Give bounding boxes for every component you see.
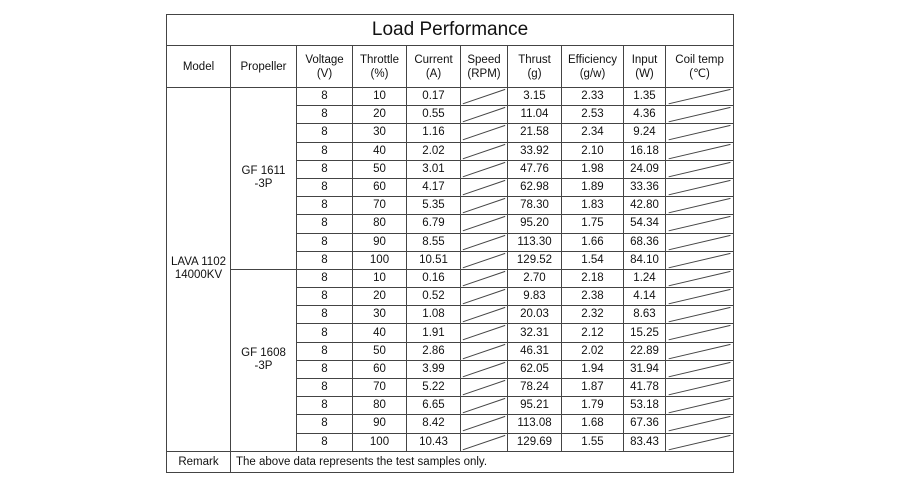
current-cell: 10.51 (407, 251, 461, 269)
input-cell: 9.24 (624, 124, 666, 142)
input-cell: 33.36 (624, 178, 666, 196)
voltage-cell: 8 (297, 215, 353, 233)
thrust-cell: 11.04 (508, 106, 562, 124)
column-header (666, 46, 734, 88)
not-measured-slash (461, 397, 507, 414)
table-body (167, 88, 734, 452)
not-measured-slash (666, 215, 733, 232)
current-cell: 0.17 (407, 88, 461, 106)
not-measured-slash (461, 270, 507, 287)
not-measured-slash (666, 88, 733, 105)
not-measured-slash (666, 106, 733, 123)
line-text: Model (182, 60, 215, 73)
column-header (231, 46, 297, 88)
input-cell: 84.10 (624, 251, 666, 269)
thrust-cell: 21.58 (508, 124, 562, 142)
thrust-cell: 32.31 (508, 324, 562, 342)
line-text: GF 1608 (241, 347, 286, 360)
not-measured-slash (461, 343, 507, 360)
header-row (167, 46, 734, 88)
thrust-cell: 113.30 (508, 233, 562, 251)
line-text: Current (414, 53, 453, 66)
throttle-cell: 20 (353, 288, 407, 306)
not-measured-slash (461, 215, 507, 232)
not-measured-cell (461, 397, 508, 415)
efficiency-cell: 1.55 (562, 433, 624, 451)
column-header (297, 46, 353, 88)
thrust-cell: 95.20 (508, 215, 562, 233)
thrust-cell: 78.30 (508, 197, 562, 215)
thrust-cell: 129.52 (508, 251, 562, 269)
not-measured-cell (461, 233, 508, 251)
throttle-cell: 80 (353, 397, 407, 415)
not-measured-slash (666, 415, 733, 432)
line-text: 14000KV (174, 269, 223, 282)
thrust-cell: 2.70 (508, 269, 562, 287)
thrust-cell: 33.92 (508, 142, 562, 160)
voltage-cell: 8 (297, 360, 353, 378)
line-text: (g) (527, 67, 542, 80)
not-measured-slash (666, 197, 733, 214)
column-header (508, 46, 562, 88)
efficiency-cell: 1.98 (562, 160, 624, 178)
not-measured-cell (666, 288, 734, 306)
current-cell: 4.17 (407, 178, 461, 196)
not-measured-slash (666, 324, 733, 341)
not-measured-cell (666, 233, 734, 251)
throttle-cell: 90 (353, 233, 407, 251)
current-cell: 6.65 (407, 397, 461, 415)
input-cell: 1.35 (624, 88, 666, 106)
column-header (167, 46, 231, 88)
remark-row (167, 451, 734, 472)
thrust-cell: 113.08 (508, 415, 562, 433)
line-text: (V) (316, 67, 333, 80)
throttle-cell: 60 (353, 178, 407, 196)
not-measured-slash (666, 288, 733, 305)
voltage-cell: 8 (297, 324, 353, 342)
propeller-cell (231, 88, 297, 270)
not-measured-cell (461, 379, 508, 397)
voltage-cell: 8 (297, 306, 353, 324)
current-cell: 1.08 (407, 306, 461, 324)
table-title: Load Performance (167, 15, 734, 46)
not-measured-cell (666, 197, 734, 215)
not-measured-slash (666, 306, 733, 323)
not-measured-slash (666, 161, 733, 178)
current-cell: 0.16 (407, 269, 461, 287)
throttle-cell: 40 (353, 324, 407, 342)
throttle-cell: 70 (353, 197, 407, 215)
throttle-cell: 30 (353, 124, 407, 142)
not-measured-slash (461, 324, 507, 341)
current-cell: 0.52 (407, 288, 461, 306)
throttle-cell: 20 (353, 106, 407, 124)
not-measured-slash (461, 306, 507, 323)
remark-text: The above data represents the test samples only. (231, 451, 734, 472)
line-text: -3P (254, 360, 273, 373)
input-cell: 83.43 (624, 433, 666, 451)
input-cell: 1.24 (624, 269, 666, 287)
input-cell: 22.89 (624, 342, 666, 360)
not-measured-slash (666, 361, 733, 378)
voltage-cell: 8 (297, 88, 353, 106)
throttle-cell: 70 (353, 379, 407, 397)
not-measured-slash (461, 88, 507, 105)
current-cell: 3.01 (407, 160, 461, 178)
not-measured-cell (461, 124, 508, 142)
efficiency-cell: 1.89 (562, 178, 624, 196)
efficiency-cell: 2.38 (562, 288, 624, 306)
line-text: Propeller (240, 60, 287, 73)
voltage-cell: 8 (297, 251, 353, 269)
throttle-cell: 10 (353, 269, 407, 287)
line-text: Efficiency (567, 53, 617, 66)
line-text: Throttle (360, 53, 399, 66)
not-measured-slash (666, 179, 733, 196)
not-measured-slash (461, 288, 507, 305)
input-cell: 67.36 (624, 415, 666, 433)
voltage-cell: 8 (297, 197, 353, 215)
line-text: Speed (467, 53, 501, 66)
efficiency-cell: 1.83 (562, 197, 624, 215)
voltage-cell: 8 (297, 288, 353, 306)
not-measured-cell (461, 269, 508, 287)
not-measured-cell (461, 342, 508, 360)
not-measured-cell (666, 142, 734, 160)
not-measured-cell (461, 433, 508, 451)
not-measured-slash (666, 434, 733, 451)
voltage-cell: 8 (297, 160, 353, 178)
not-measured-slash (461, 179, 507, 196)
not-measured-cell (461, 160, 508, 178)
not-measured-cell (666, 415, 734, 433)
table-row (167, 88, 734, 106)
throttle-cell: 50 (353, 160, 407, 178)
input-cell: 24.09 (624, 160, 666, 178)
not-measured-cell (461, 415, 508, 433)
not-measured-slash (461, 197, 507, 214)
current-cell: 3.99 (407, 360, 461, 378)
input-cell: 68.36 (624, 233, 666, 251)
column-header (562, 46, 624, 88)
throttle-cell: 60 (353, 360, 407, 378)
current-cell: 8.55 (407, 233, 461, 251)
current-cell: 10.43 (407, 433, 461, 451)
throttle-cell: 10 (353, 88, 407, 106)
not-measured-cell (461, 306, 508, 324)
thrust-cell: 78.24 (508, 379, 562, 397)
not-measured-slash (666, 252, 733, 269)
not-measured-cell (666, 269, 734, 287)
voltage-cell: 8 (297, 379, 353, 397)
not-measured-cell (666, 433, 734, 451)
voltage-cell: 8 (297, 142, 353, 160)
current-cell: 1.91 (407, 324, 461, 342)
not-measured-slash (461, 234, 507, 251)
throttle-cell: 90 (353, 415, 407, 433)
not-measured-cell (461, 88, 508, 106)
input-cell: 54.34 (624, 215, 666, 233)
not-measured-slash (461, 143, 507, 160)
propeller-cell (231, 269, 297, 451)
current-cell: 5.35 (407, 197, 461, 215)
not-measured-cell (666, 324, 734, 342)
efficiency-cell: 2.34 (562, 124, 624, 142)
not-measured-cell (461, 142, 508, 160)
not-measured-cell (461, 288, 508, 306)
input-cell: 15.25 (624, 324, 666, 342)
not-measured-cell (666, 251, 734, 269)
line-text: LAVA 1102 (171, 256, 226, 269)
not-measured-cell (666, 215, 734, 233)
current-cell: 0.55 (407, 106, 461, 124)
voltage-cell: 8 (297, 269, 353, 287)
efficiency-cell: 1.79 (562, 397, 624, 415)
efficiency-cell: 1.75 (562, 215, 624, 233)
efficiency-cell: 2.53 (562, 106, 624, 124)
not-measured-slash (461, 161, 507, 178)
current-cell: 5.22 (407, 379, 461, 397)
efficiency-cell: 1.68 (562, 415, 624, 433)
thrust-cell: 129.69 (508, 433, 562, 451)
input-cell: 41.78 (624, 379, 666, 397)
voltage-cell: 8 (297, 342, 353, 360)
input-cell: 16.18 (624, 142, 666, 160)
line-text: (%) (370, 67, 389, 80)
current-cell: 8.42 (407, 415, 461, 433)
not-measured-cell (666, 106, 734, 124)
not-measured-cell (666, 160, 734, 178)
not-measured-slash (461, 106, 507, 123)
throttle-cell: 30 (353, 306, 407, 324)
column-header (461, 46, 508, 88)
not-measured-slash (461, 379, 507, 396)
not-measured-cell (461, 360, 508, 378)
input-cell: 42.80 (624, 197, 666, 215)
column-header (624, 46, 666, 88)
voltage-cell: 8 (297, 433, 353, 451)
line-text: (RPM) (467, 67, 501, 80)
thrust-cell: 46.31 (508, 342, 562, 360)
efficiency-cell: 1.87 (562, 379, 624, 397)
line-text: -3P (254, 178, 273, 191)
thrust-cell: 9.83 (508, 288, 562, 306)
throttle-cell: 100 (353, 433, 407, 451)
input-cell: 4.14 (624, 288, 666, 306)
line-text: (W) (635, 67, 654, 80)
throttle-cell: 40 (353, 142, 407, 160)
throttle-cell: 100 (353, 251, 407, 269)
efficiency-cell: 2.10 (562, 142, 624, 160)
current-cell: 2.86 (407, 342, 461, 360)
voltage-cell: 8 (297, 106, 353, 124)
not-measured-cell (666, 360, 734, 378)
line-text: (A) (425, 67, 442, 80)
voltage-cell: 8 (297, 415, 353, 433)
input-cell: 8.63 (624, 306, 666, 324)
not-measured-cell (461, 178, 508, 196)
not-measured-slash (461, 434, 507, 451)
not-measured-slash (666, 343, 733, 360)
efficiency-cell: 2.12 (562, 324, 624, 342)
line-text: Thrust (518, 53, 551, 66)
column-header (407, 46, 461, 88)
input-cell: 31.94 (624, 360, 666, 378)
not-measured-slash (461, 252, 507, 269)
current-cell: 2.02 (407, 142, 461, 160)
not-measured-cell (666, 178, 734, 196)
table-row (167, 269, 734, 287)
not-measured-cell (461, 324, 508, 342)
not-measured-cell (666, 124, 734, 142)
efficiency-cell: 2.02 (562, 342, 624, 360)
input-cell: 53.18 (624, 397, 666, 415)
throttle-cell: 50 (353, 342, 407, 360)
not-measured-cell (461, 197, 508, 215)
voltage-cell: 8 (297, 397, 353, 415)
remark-label: Remark (167, 451, 231, 472)
not-measured-cell (461, 215, 508, 233)
efficiency-cell: 1.54 (562, 251, 624, 269)
column-header (353, 46, 407, 88)
not-measured-slash (666, 397, 733, 414)
efficiency-cell: 2.18 (562, 269, 624, 287)
thrust-cell: 20.03 (508, 306, 562, 324)
not-measured-slash (666, 124, 733, 141)
not-measured-slash (461, 361, 507, 378)
thrust-cell: 62.05 (508, 360, 562, 378)
not-measured-cell (461, 106, 508, 124)
not-measured-cell (666, 379, 734, 397)
not-measured-cell (666, 342, 734, 360)
efficiency-cell: 1.66 (562, 233, 624, 251)
not-measured-cell (666, 306, 734, 324)
not-measured-slash (666, 270, 733, 287)
voltage-cell: 8 (297, 233, 353, 251)
line-text: (g/w) (579, 67, 606, 80)
not-measured-slash (461, 415, 507, 432)
model-cell (167, 88, 231, 452)
efficiency-cell: 1.94 (562, 360, 624, 378)
not-measured-cell (666, 88, 734, 106)
line-text: Input (631, 53, 658, 66)
voltage-cell: 8 (297, 124, 353, 142)
line-text: (℃) (689, 67, 710, 80)
load-performance-table (166, 14, 734, 473)
not-measured-cell (461, 251, 508, 269)
thrust-cell: 62.98 (508, 178, 562, 196)
input-cell: 4.36 (624, 106, 666, 124)
throttle-cell: 80 (353, 215, 407, 233)
line-text: GF 1611 (241, 165, 286, 178)
thrust-cell: 47.76 (508, 160, 562, 178)
not-measured-slash (666, 379, 733, 396)
not-measured-slash (461, 124, 507, 141)
thrust-cell: 95.21 (508, 397, 562, 415)
efficiency-cell: 2.32 (562, 306, 624, 324)
line-text: Voltage (305, 53, 344, 66)
not-measured-slash (666, 143, 733, 160)
not-measured-slash (666, 234, 733, 251)
current-cell: 6.79 (407, 215, 461, 233)
efficiency-cell: 2.33 (562, 88, 624, 106)
thrust-cell: 3.15 (508, 88, 562, 106)
not-measured-cell (666, 397, 734, 415)
voltage-cell: 8 (297, 178, 353, 196)
current-cell: 1.16 (407, 124, 461, 142)
line-text: Coil temp (675, 53, 724, 66)
